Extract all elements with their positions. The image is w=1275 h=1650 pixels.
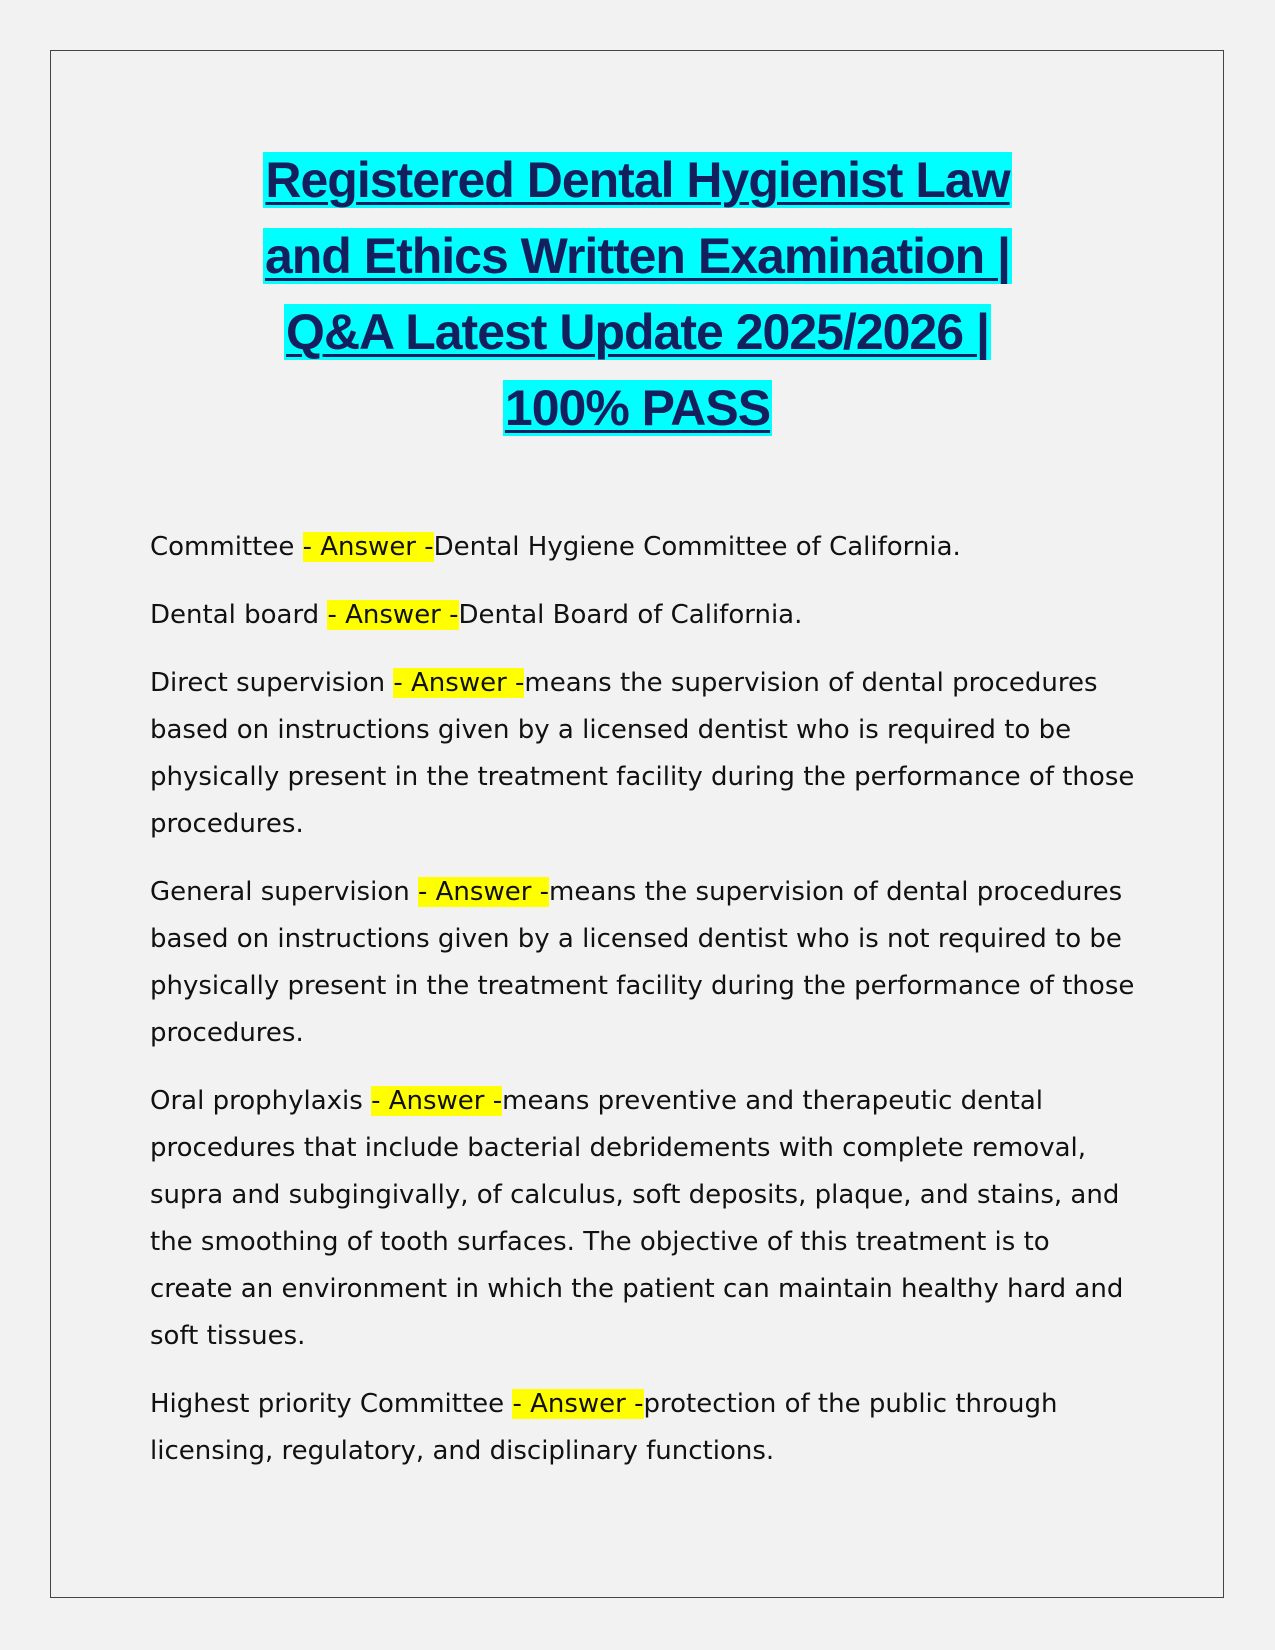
answer-marker: - Answer - [512,1389,644,1419]
qa-entry-direct-supervision [150,660,1140,848]
entry-term: Committee [150,532,303,562]
title-line-text: Registered Dental Hygienist Law [265,152,1010,208]
entry-definition: means preventive and therapeutic dental procedures that include bacterial debridements with complete removal, supra and subgingivally, of calculus, soft deposits, plaque, and stains, and the smoothing of tooth surfaces. The objective of this treatment is to create an environment in which the patient can maintain healthy hard and soft tissues. [150,1086,1124,1351]
entry-term: Highest priority Committee [150,1389,513,1419]
answer-marker: - Answer - [371,1086,503,1116]
title-line [150,142,1125,218]
entry-definition: Dental Board of California. [458,600,803,630]
entry-term: Dental board [150,600,328,630]
entry-definition: Dental Hygiene Committee of California. [433,532,961,562]
entry-definition: means the supervision of dental procedures based on instructions given by a licensed dentist who is not required to be physically present in the treatment facility during the performance of those procedures. [150,877,1135,1048]
entry-definition: means the supervision of dental procedures based on instructions given by a licensed dentist who is required to be physically present in the treatment facility during the performance of those procedures. [150,668,1135,839]
title-line-text: 100% PASS [504,380,771,436]
answer-marker: - Answer - [393,668,525,698]
title-line-text: and Ethics Written Examination | [264,228,1011,284]
entry-term: General supervision [150,877,418,907]
qa-entry-committee [150,524,1140,571]
title-line-text: Q&A Latest Update 2025/2026 | [286,304,989,360]
entry-term: Direct supervision [150,668,394,698]
answer-marker: - Answer - [417,877,550,907]
document-title [150,142,1125,446]
answer-marker: - Answer - [302,532,434,562]
qa-entry-dental-board [150,592,1140,639]
title-line [150,370,1125,446]
entry-term: Oral prophylaxis [150,1086,372,1116]
title-line [150,294,1125,370]
title-line [150,218,1125,294]
qa-list [150,524,1140,1496]
qa-entry-oral-prophylaxis [150,1078,1140,1360]
qa-entry-general-supervision [150,869,1140,1057]
answer-marker: - Answer - [327,600,459,630]
entry-definition: protection of the public through licensing, regulatory, and disciplinary functions. [150,1389,1058,1466]
qa-entry-highest-priority [150,1381,1140,1475]
